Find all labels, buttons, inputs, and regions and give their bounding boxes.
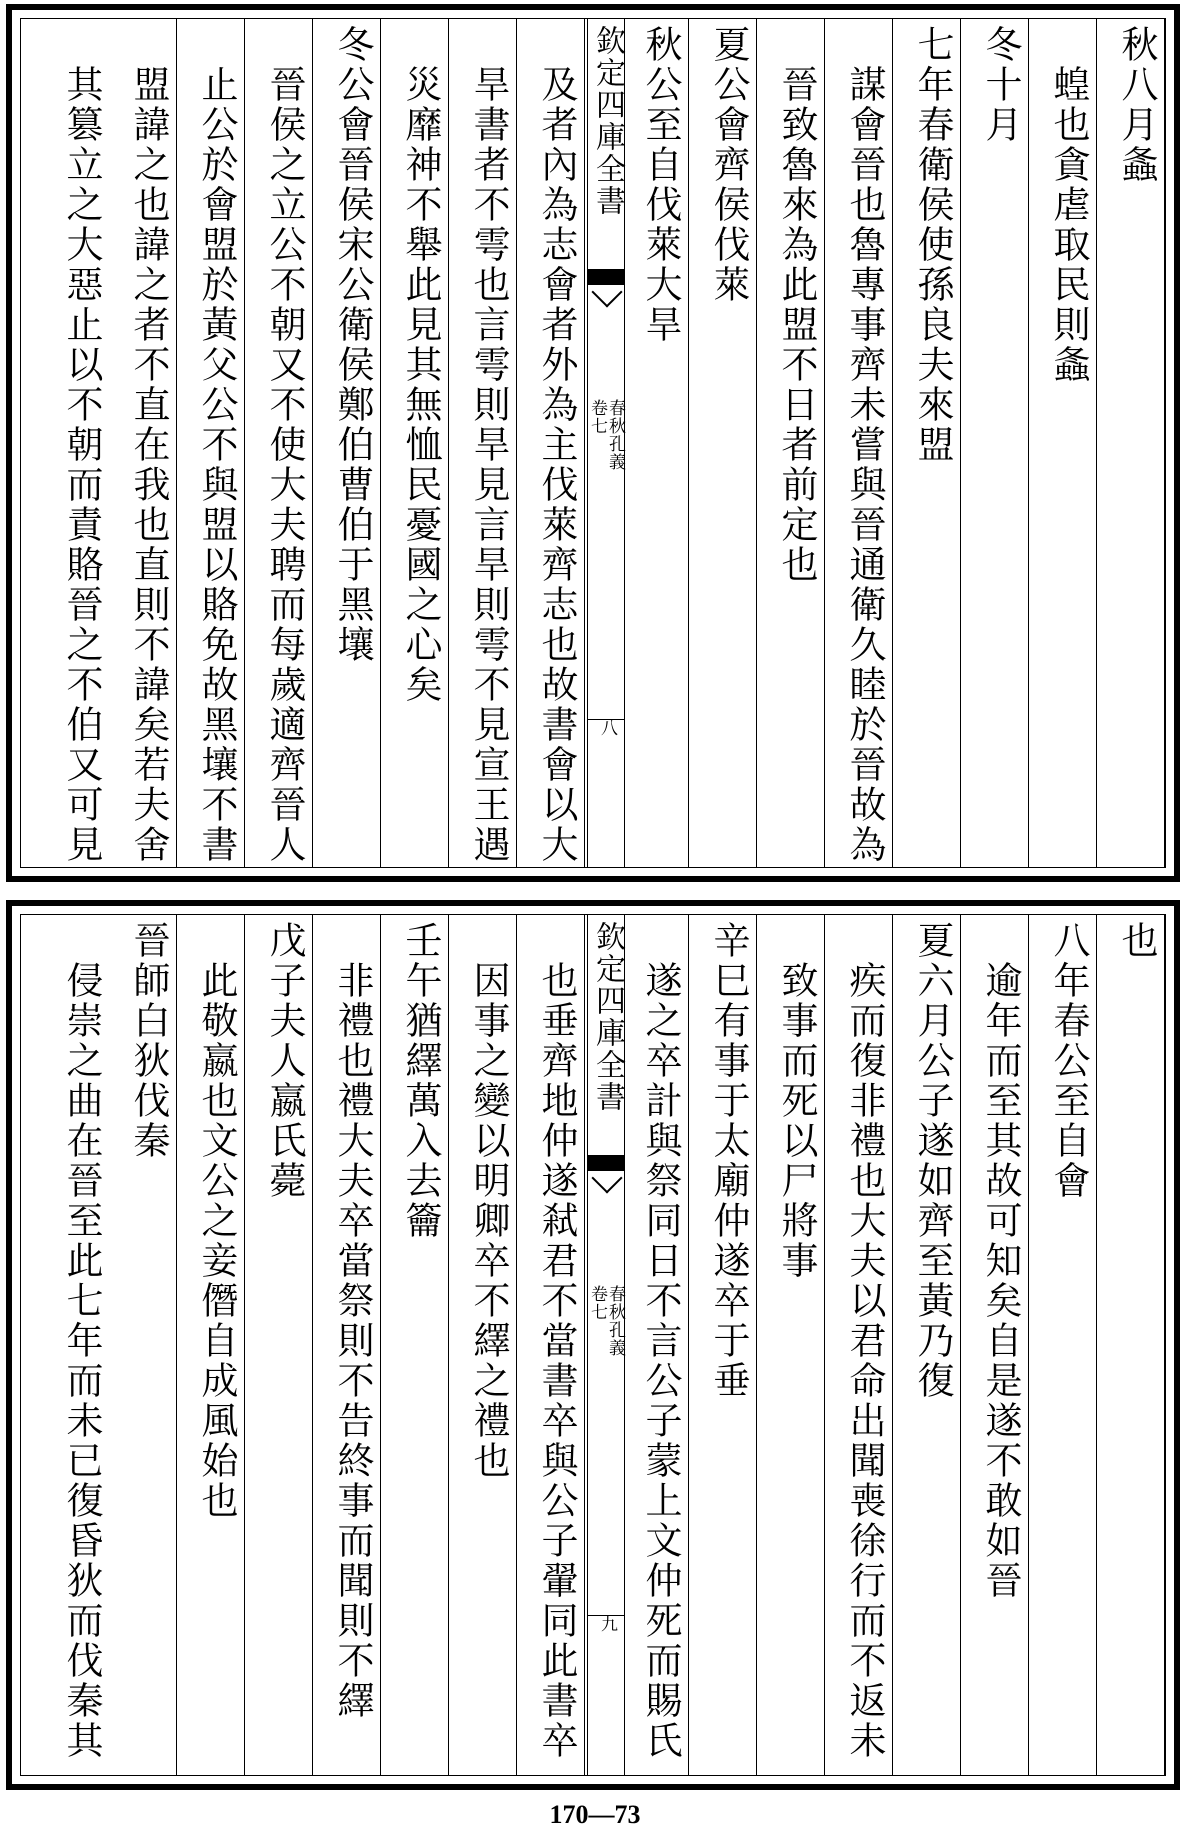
collection-title: 欽定四庫全書 [590,921,625,1113]
bottom-page-frame [20,914,1166,1776]
text-column: 此敬嬴也文公之妾僭自成風始也 [189,915,245,1775]
text-column: 八年春公至自會 [1041,915,1097,1775]
text-column: 遂之卒計與祭同日不言公子蒙上文仲死而賜氏 [633,915,689,1775]
volume-label: 卷七 [587,399,607,435]
page-number: 170—73 [549,1800,641,1829]
text-column: 盟諱之也諱之者不直在我也直則不諱矣若夫舍 [121,19,177,867]
text-column: 其篡立之大惡止以不朝而責賂晉之不伯又可見 [60,25,103,865]
text-column: 及者內為志會者外為主伐萊齊志也故書會以大 [529,19,585,867]
text-column: 晉侯之立公不朝又不使大夫聘而每歲適齊晉人 [257,19,313,867]
book-title: 春秋孔義 [605,1285,625,1357]
text-column: 壬午猶繹萬入去籥 [393,915,449,1775]
text-column: 冬十月 [973,19,1029,867]
book-title: 春秋孔義 [605,399,625,471]
text-column: 夏公會齊侯伐萊 [701,19,757,867]
volume-label: 卷七 [587,1285,607,1321]
text-column: 疾而復非禮也大夫以君命出聞喪徐行而不返未 [837,915,893,1775]
text-column: 戊子夫人嬴氏薨 [257,915,313,1775]
text-column: 辛巳有事于太廟仲遂卒于垂 [701,915,757,1775]
text-column: 災靡神不舉此見其無恤民憂國之心矣 [393,19,449,867]
text-column: 晉師白狄伐秦 [121,915,177,1775]
text-column: 逾年而至其故可知矣自是遂不敢如晉 [973,915,1029,1775]
top-page [6,4,1180,882]
text-column: 謀會晉也魯專事齊未嘗與晉通衛久睦於晉故為 [837,19,893,867]
text-column: 止公於會盟於黃父公不與盟以賂免故黑壤不書 [189,19,245,867]
leaf-number: 九 [597,1615,617,1633]
text-column: 夏六月公子遂如齊至黃乃復 [905,915,961,1775]
text-column: 冬公會晉侯宋公衛侯鄭伯曹伯于黑壤 [325,19,381,867]
bottom-page [6,900,1180,1790]
text-column: 旱書者不雩也言雩則旱見言旱則雩不見宣王遇 [461,19,517,867]
text-column: 非禮也禮大夫卒當祭則不告終事而聞則不繹 [325,915,381,1775]
text-column: 因事之變以明卿卒不繹之禮也 [461,915,517,1775]
collection-title: 欽定四庫全書 [590,25,625,217]
center-spine [587,19,625,867]
text-column: 也垂齊地仲遂弒君不當書卒與公子翬同此書卒 [529,915,585,1775]
text-column: 七年春衛侯使孫良夫來盟 [905,19,961,867]
text-column: 也 [1109,915,1165,1775]
text-column: 秋公至自伐萊大旱 [633,19,689,867]
top-page-frame [20,18,1166,868]
text-column: 侵崇之曲在晉至此七年而未已復昏狄而伐秦其 [60,921,103,1761]
leaf-number: 八 [597,719,617,737]
text-column: 致事而死以尸將事 [769,915,825,1775]
text-column: 蝗也貪虐取民則螽 [1041,19,1097,867]
center-spine [587,915,625,1775]
text-column: 晉致魯來為此盟不日者前定也 [769,19,825,867]
text-column: 秋八月螽 [1109,19,1165,867]
